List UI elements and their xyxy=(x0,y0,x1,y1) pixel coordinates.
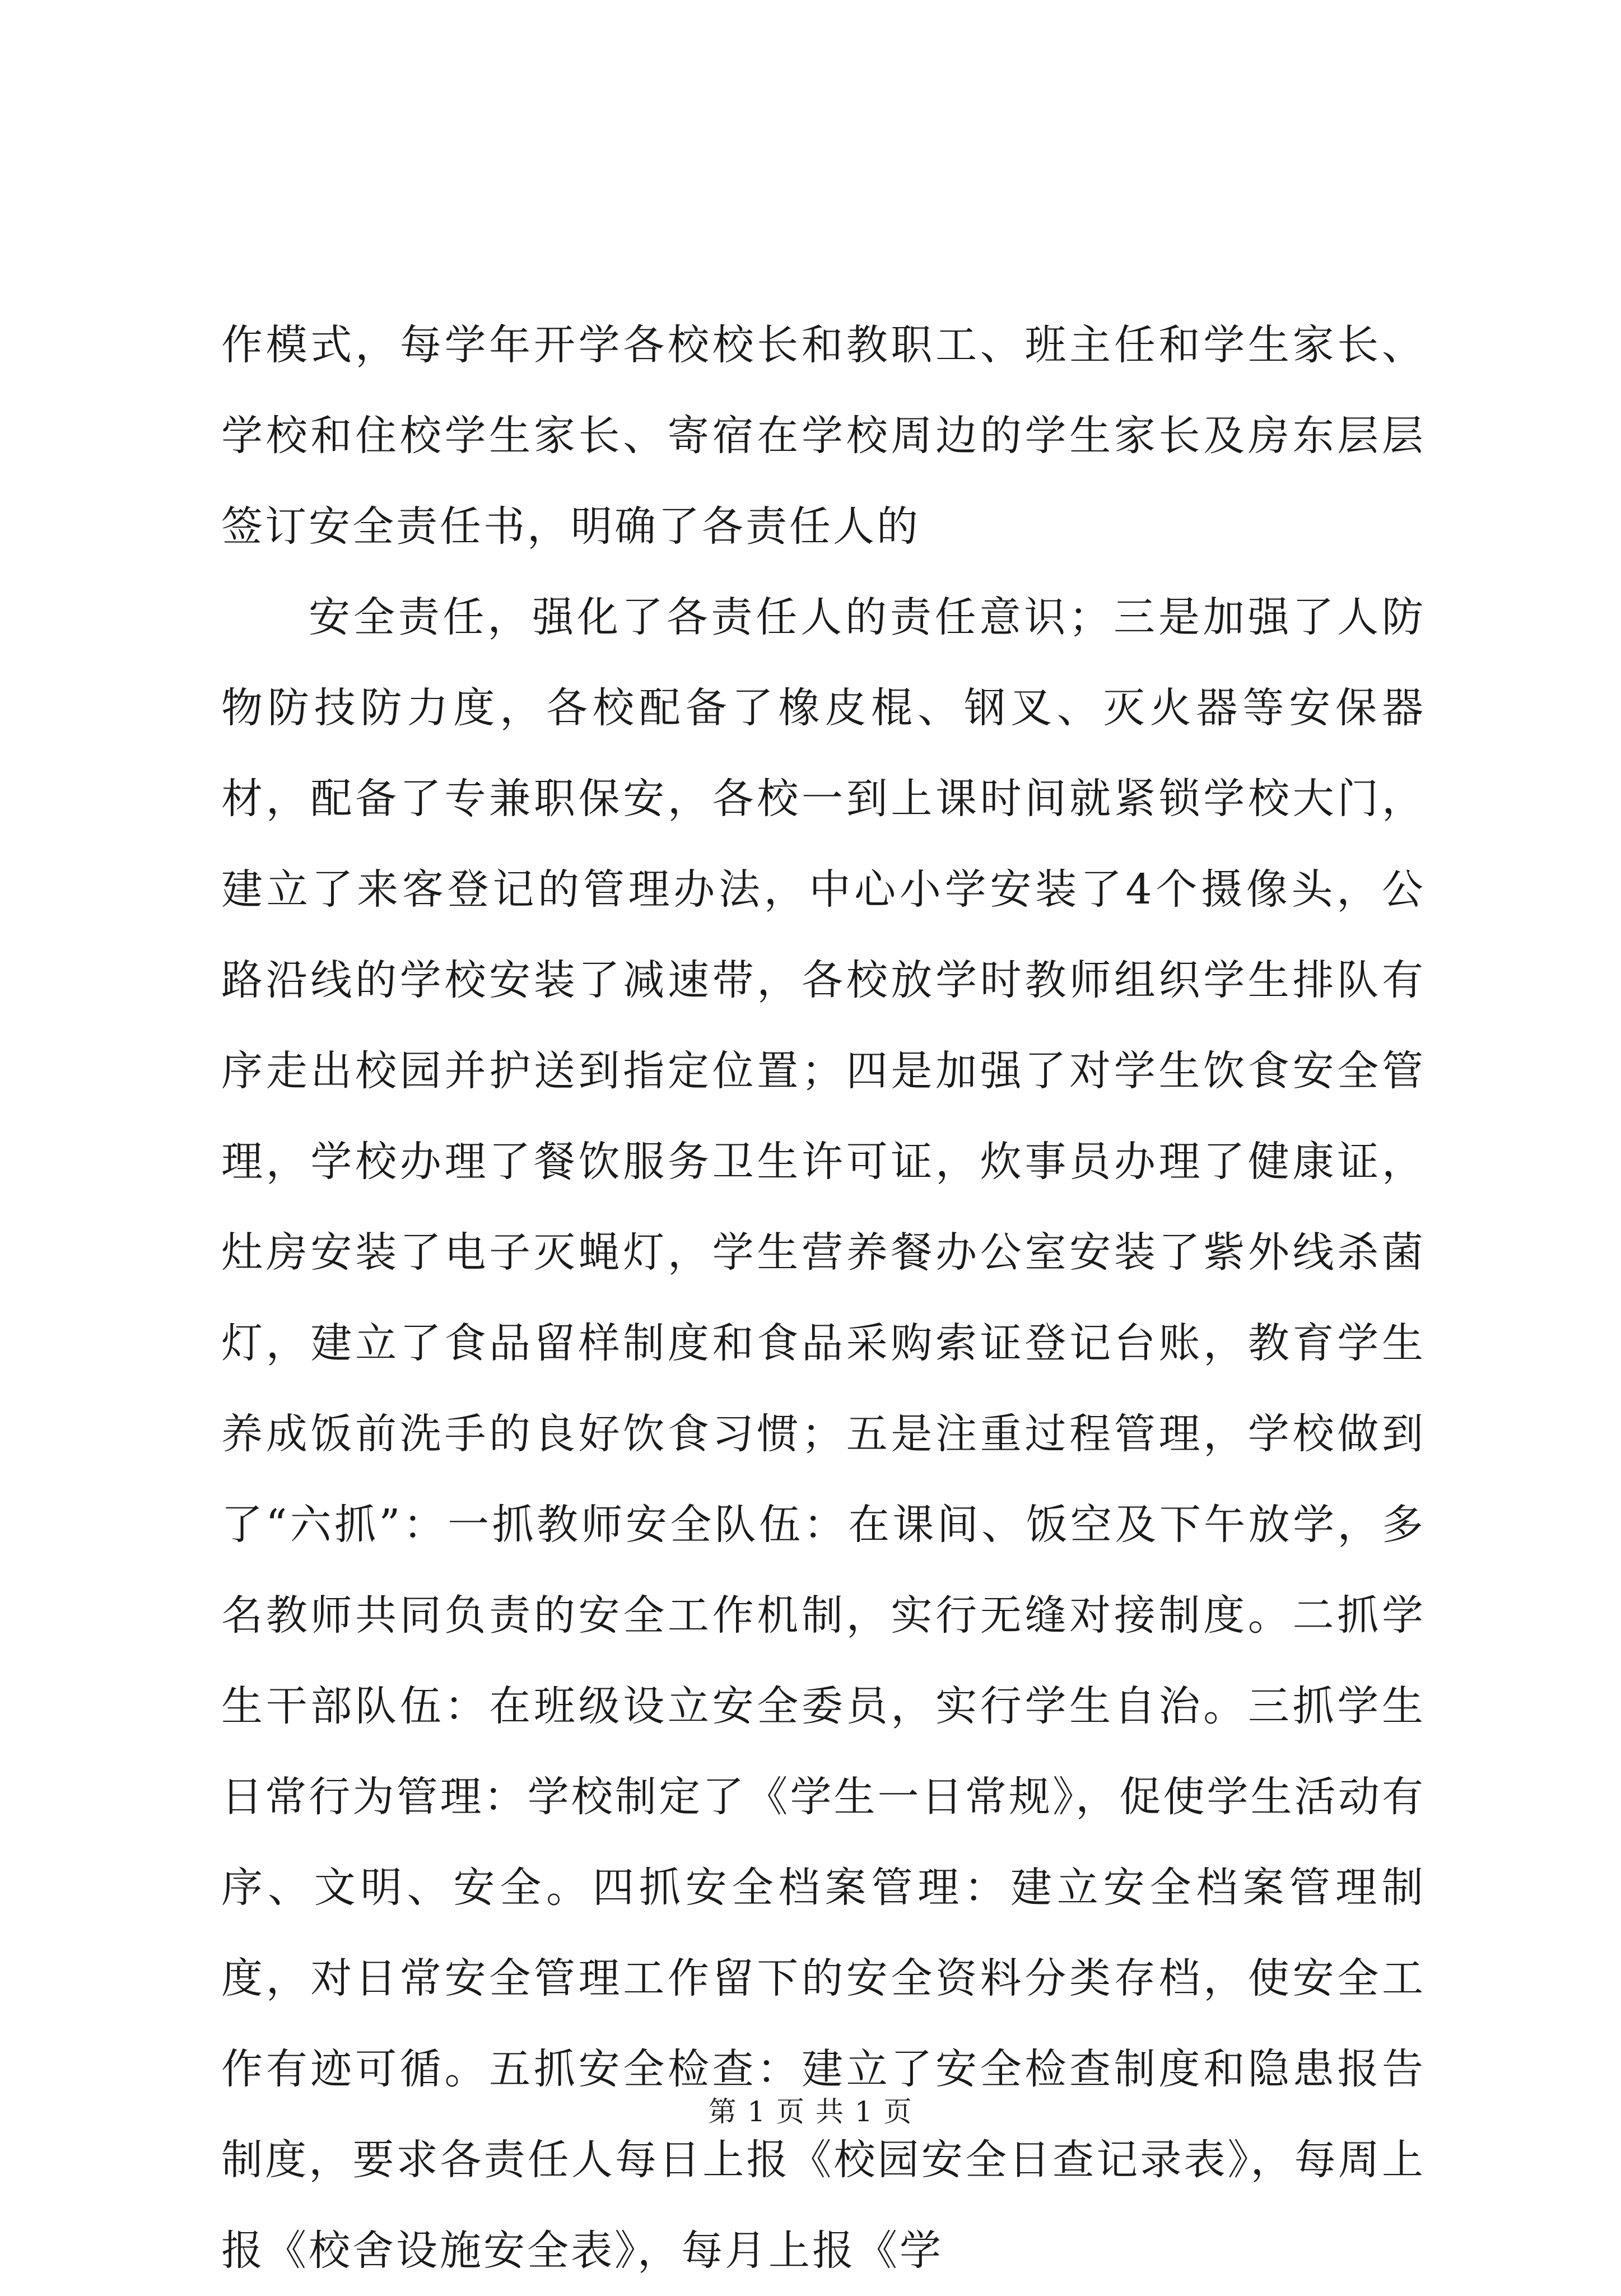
page-footer: 第 1 页 共 1 页 xyxy=(708,2095,913,2128)
body-text xyxy=(221,300,1426,2296)
paragraph-continuation: 作模式，每学年开学各校校长和教职工、班主任和学生家长、学校和住校学生家长、寄宿在学校周边的学生家长及房东层层签订安全责任书，明确了各责任人的 xyxy=(221,321,1426,551)
paragraph-main: 安全责任，强化了各责任人的责任意识；三是加强了人防物防技防力度，各校配备了橡皮棍、钢叉、灭火器等安保器材，配备了专兼职保安，各校一到上课时间就紧锁学校大门，建立了来客登记的管理办法，中心小学安装了4个摄像头，公路沿线的学校安装了减速带，各校放学时教师组织学生排队有序走出校园并护送到指定位置；四是加强了对学生饮食安全管理，学校办理了餐饮服务卫生许可证，炊事员办理了健康证，灶房安装了电子灭蝇灯，学生营养餐办公室安装了紫外线杀菌灯，建立了食品留样制度和食品采购索证登记台账，教育学生养成饭前洗手的良好饮食习惯；五是注重过程管理，学校做到了“六抓”：一抓教师安全队伍：在课间、饭空及下午放学，多名教师共同负责的安全工作机制，实行无缝对接制度。二抓学生干部队伍：在班级设立安全委员，实行学生自治。三抓学生日常行为管理：学校制定了《学生一日常规》，促使学生活动有序、文明、安全。四抓安全档案管理：建立安全档案管理制度，对日常安全管理工作留下的安全资料分类存档，使安全工作有迹可循。五抓安全检查：建立了安全检查制度和隐患报告制度，要求各责任人每日上报《校园安全日查记录表》，每周上报《校舍设施安全表》，每月上报《学 xyxy=(221,593,1426,2275)
